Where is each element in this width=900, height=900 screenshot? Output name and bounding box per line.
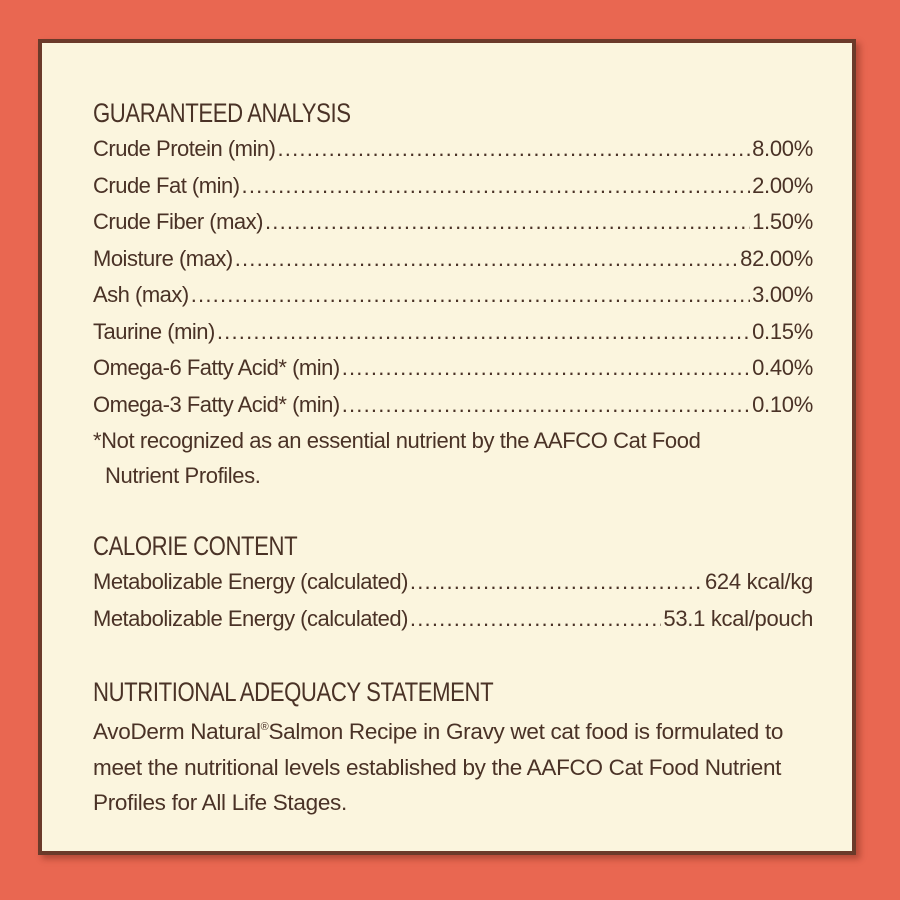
analysis-value: 0.10% — [752, 391, 813, 417]
analysis-label: Omega-3 Fatty Acid* (min) — [93, 391, 340, 417]
dot-leader — [235, 241, 738, 278]
analysis-row — [93, 314, 813, 351]
analysis-value: 0.40% — [752, 355, 813, 380]
dot-leader — [342, 350, 750, 387]
analysis-row — [93, 277, 813, 314]
analysis-row — [93, 168, 813, 205]
analysis-label: Crude Fiber (max) — [93, 209, 263, 234]
adequacy-heading: NUTRITIONAL ADEQUACY STATEMENT — [93, 677, 494, 707]
dot-leader — [410, 564, 703, 601]
analysis-value: 3.00% — [752, 282, 813, 307]
brand-name: AvoDerm Natural — [93, 719, 261, 744]
dot-leader — [410, 601, 661, 638]
dot-leader — [277, 131, 750, 168]
analysis-value: 2.00% — [752, 172, 813, 198]
calorie-row — [93, 601, 813, 638]
analysis-label: Omega-6 Fatty Acid* (min) — [93, 355, 340, 380]
analysis-value: 0.15% — [752, 318, 813, 344]
calorie-row — [93, 564, 813, 601]
dot-leader — [191, 277, 750, 314]
analysis-row — [93, 241, 813, 278]
footnote-line: Nutrient Profiles. — [105, 463, 261, 488]
calorie-label: Metabolizable Energy (calculated) — [93, 605, 408, 631]
adequacy-statement — [93, 710, 813, 821]
analysis-value: 82.00% — [740, 245, 813, 271]
footnote-line: *Not recognized as an essential nutrient by the AAFCO Cat Food — [93, 428, 701, 453]
analysis-label: Ash (max) — [93, 282, 189, 307]
dot-leader — [217, 314, 750, 351]
calorie-value: 624 kcal/kg — [705, 569, 813, 594]
analysis-value: 1.50% — [752, 209, 813, 234]
registered-mark: ® — [260, 721, 269, 733]
analysis-label: Crude Fat (min) — [93, 172, 240, 198]
nutrition-panel — [38, 39, 856, 855]
calorie-content-heading: CALORIE CONTENT — [93, 531, 298, 561]
calorie-value: 53.1 kcal/pouch — [663, 605, 813, 631]
guaranteed-analysis-heading: GUARANTEED ANALYSIS — [93, 98, 351, 128]
analysis-label: Taurine (min) — [93, 318, 215, 344]
analysis-row — [93, 204, 813, 241]
analysis-row — [93, 131, 813, 168]
analysis-label: Crude Protein (min) — [93, 136, 276, 161]
analysis-row — [93, 350, 813, 387]
analysis-value: 8.00% — [752, 136, 813, 161]
dot-leader — [342, 387, 750, 424]
aafco-footnote — [93, 423, 813, 493]
calorie-label: Metabolizable Energy (calculated) — [93, 569, 408, 594]
dot-leader — [265, 204, 750, 241]
dot-leader — [242, 168, 751, 205]
panel-content — [93, 95, 813, 821]
adequacy-text: Salmon Recipe in Gravy wet cat food is formulated to meet the nutritional levels established by the AAFCO Cat Food Nutrient Profiles for All Life Stages. — [93, 719, 784, 815]
analysis-row — [93, 387, 813, 424]
analysis-label: Moisture (max) — [93, 245, 233, 271]
